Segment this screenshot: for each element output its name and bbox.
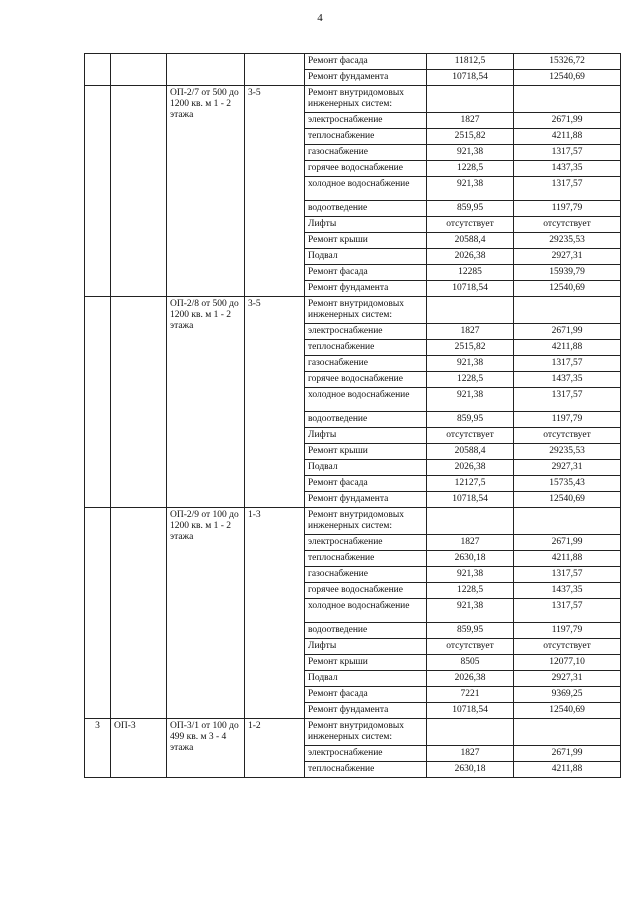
value-max-cell: 29235,53 (514, 444, 621, 460)
work-type-cell: Ремонт фундамента (305, 703, 427, 719)
value-max-cell: 4211,88 (514, 762, 621, 778)
value-max-cell: 1317,57 (514, 388, 621, 412)
value-min-cell (427, 719, 514, 746)
value-max-cell: 15326,72 (514, 54, 621, 70)
work-type-cell: водоотведение (305, 412, 427, 428)
work-type-cell: водоотведение (305, 623, 427, 639)
work-type-cell: Подвал (305, 249, 427, 265)
object-category-cell: ОП-2/8 от 500 до 1200 кв. м 1 - 2 этажа (167, 297, 245, 508)
work-type-cell: Подвал (305, 671, 427, 687)
zone-cell: 3-5 (245, 297, 305, 508)
row-number-cell (85, 508, 111, 719)
work-type-cell: Лифты (305, 428, 427, 444)
value-min-cell: 859,95 (427, 201, 514, 217)
value-min-cell: 2026,38 (427, 460, 514, 476)
value-min-cell: 8505 (427, 655, 514, 671)
work-type-cell: Ремонт фундамента (305, 70, 427, 86)
value-max-cell: 1317,57 (514, 356, 621, 372)
value-max-cell: 1437,35 (514, 161, 621, 177)
value-max-cell: 9369,25 (514, 687, 621, 703)
work-type-cell: газоснабжение (305, 145, 427, 161)
value-max-cell: 12540,69 (514, 281, 621, 297)
table-row (85, 86, 621, 113)
work-type-cell: холодное водоснабжение (305, 599, 427, 623)
value-max-cell: 12540,69 (514, 492, 621, 508)
work-type-cell: горячее водоснабжение (305, 583, 427, 599)
work-type-cell: Ремонт крыши (305, 233, 427, 249)
row-number-cell (85, 54, 111, 86)
cost-table (84, 53, 621, 778)
value-min-cell: 10718,54 (427, 703, 514, 719)
work-type-cell: Ремонт фасада (305, 687, 427, 703)
value-min-cell: 921,38 (427, 145, 514, 161)
value-min-cell: 2026,38 (427, 249, 514, 265)
value-min-cell: 859,95 (427, 412, 514, 428)
work-type-cell: электроснабжение (305, 746, 427, 762)
value-max-cell: 1437,35 (514, 372, 621, 388)
work-type-cell: горячее водоснабжение (305, 161, 427, 177)
work-type-cell: Ремонт крыши (305, 655, 427, 671)
value-max-cell: 1317,57 (514, 145, 621, 161)
value-min-cell: отсутствует (427, 217, 514, 233)
value-min-cell: 2630,18 (427, 762, 514, 778)
value-min-cell: 10718,54 (427, 281, 514, 297)
value-min-cell (427, 297, 514, 324)
value-max-cell: 15735,43 (514, 476, 621, 492)
work-type-cell: газоснабжение (305, 567, 427, 583)
value-min-cell: 12285 (427, 265, 514, 281)
work-type-cell: теплоснабжение (305, 551, 427, 567)
value-max-cell: 2927,31 (514, 249, 621, 265)
value-max-cell: 2927,31 (514, 671, 621, 687)
work-type-cell: Ремонт фасада (305, 265, 427, 281)
work-type-cell: холодное водоснабжение (305, 177, 427, 201)
work-type-cell: Ремонт фасада (305, 54, 427, 70)
object-category-cell: ОП-2/9 от 100 до 1200 кв. м 1 - 2 этажа (167, 508, 245, 719)
table-row (85, 508, 621, 535)
row-number-cell (85, 297, 111, 508)
value-min-cell: 1228,5 (427, 161, 514, 177)
table-row (85, 297, 621, 324)
value-min-cell: 11812,5 (427, 54, 514, 70)
value-min-cell: 1827 (427, 324, 514, 340)
value-min-cell: 2630,18 (427, 551, 514, 567)
row-number-cell (85, 86, 111, 297)
work-type-cell: теплоснабжение (305, 340, 427, 356)
value-max-cell (514, 719, 621, 746)
work-type-cell: горячее водоснабжение (305, 372, 427, 388)
object-category-cell: ОП-2/7 от 500 до 1200 кв. м 1 - 2 этажа (167, 86, 245, 297)
object-category-cell (167, 54, 245, 86)
work-type-cell: электроснабжение (305, 535, 427, 551)
work-type-cell: Лифты (305, 217, 427, 233)
work-type-cell: Ремонт крыши (305, 444, 427, 460)
zone-cell: 1-2 (245, 719, 305, 778)
value-min-cell: 2026,38 (427, 671, 514, 687)
value-max-cell: 1437,35 (514, 583, 621, 599)
value-max-cell: отсутствует (514, 639, 621, 655)
work-type-cell: водоотведение (305, 201, 427, 217)
zone-cell (245, 54, 305, 86)
value-max-cell: 15939,79 (514, 265, 621, 281)
value-min-cell: 921,38 (427, 567, 514, 583)
value-min-cell: 10718,54 (427, 492, 514, 508)
work-type-cell: теплоснабжение (305, 762, 427, 778)
work-type-cell: Ремонт внутридомовых инженерных систем: (305, 508, 427, 535)
work-type-cell: электроснабжение (305, 113, 427, 129)
group-code-cell (111, 86, 167, 297)
table-row (85, 54, 621, 70)
work-type-cell: Подвал (305, 460, 427, 476)
value-min-cell: 2515,82 (427, 340, 514, 356)
value-min-cell: 12127,5 (427, 476, 514, 492)
group-code-cell: ОП-3 (111, 719, 167, 778)
value-max-cell: 1197,79 (514, 623, 621, 639)
value-max-cell: 2671,99 (514, 535, 621, 551)
value-max-cell (514, 86, 621, 113)
work-type-cell: Ремонт внутридомовых инженерных систем: (305, 86, 427, 113)
value-max-cell: 2671,99 (514, 113, 621, 129)
value-min-cell: отсутствует (427, 428, 514, 444)
value-max-cell: 4211,88 (514, 129, 621, 145)
value-max-cell: отсутствует (514, 217, 621, 233)
value-max-cell: 1317,57 (514, 177, 621, 201)
value-max-cell: 1197,79 (514, 201, 621, 217)
work-type-cell: Ремонт внутридомовых инженерных систем: (305, 719, 427, 746)
value-min-cell: отсутствует (427, 639, 514, 655)
value-min-cell: 921,38 (427, 599, 514, 623)
object-category-cell: ОП-3/1 от 100 до 499 кв. м 3 - 4 этажа (167, 719, 245, 778)
value-max-cell: 12540,69 (514, 703, 621, 719)
work-type-cell: Ремонт внутридомовых инженерных систем: (305, 297, 427, 324)
value-max-cell: 2927,31 (514, 460, 621, 476)
value-max-cell: 1317,57 (514, 599, 621, 623)
value-max-cell: 1317,57 (514, 567, 621, 583)
value-max-cell: 1197,79 (514, 412, 621, 428)
page-number: 4 (317, 12, 323, 24)
zone-cell: 3-5 (245, 86, 305, 297)
work-type-cell: Ремонт фундамента (305, 492, 427, 508)
value-max-cell: 4211,88 (514, 340, 621, 356)
value-min-cell: 1827 (427, 113, 514, 129)
value-min-cell: 1827 (427, 746, 514, 762)
work-type-cell: холодное водоснабжение (305, 388, 427, 412)
value-min-cell: 1228,5 (427, 372, 514, 388)
value-min-cell: 921,38 (427, 356, 514, 372)
value-max-cell: 2671,99 (514, 746, 621, 762)
value-max-cell: 4211,88 (514, 551, 621, 567)
value-min-cell: 921,38 (427, 388, 514, 412)
value-min-cell: 859,95 (427, 623, 514, 639)
work-type-cell: теплоснабжение (305, 129, 427, 145)
group-code-cell (111, 508, 167, 719)
value-max-cell (514, 508, 621, 535)
value-min-cell: 20588,4 (427, 444, 514, 460)
value-max-cell: 29235,53 (514, 233, 621, 249)
value-min-cell: 10718,54 (427, 70, 514, 86)
group-code-cell (111, 54, 167, 86)
value-max-cell (514, 297, 621, 324)
value-max-cell: 12077,10 (514, 655, 621, 671)
work-type-cell: газоснабжение (305, 356, 427, 372)
work-type-cell: Ремонт фундамента (305, 281, 427, 297)
zone-cell: 1-3 (245, 508, 305, 719)
value-min-cell (427, 86, 514, 113)
value-max-cell: 2671,99 (514, 324, 621, 340)
value-max-cell: 12540,69 (514, 70, 621, 86)
value-min-cell: 921,38 (427, 177, 514, 201)
value-min-cell (427, 508, 514, 535)
work-type-cell: электроснабжение (305, 324, 427, 340)
value-min-cell: 20588,4 (427, 233, 514, 249)
value-max-cell: отсутствует (514, 428, 621, 444)
work-type-cell: Ремонт фасада (305, 476, 427, 492)
row-number-cell: 3 (85, 719, 111, 778)
value-min-cell: 7221 (427, 687, 514, 703)
group-code-cell (111, 297, 167, 508)
table-row (85, 719, 621, 746)
value-min-cell: 1228,5 (427, 583, 514, 599)
work-type-cell: Лифты (305, 639, 427, 655)
value-min-cell: 1827 (427, 535, 514, 551)
value-min-cell: 2515,82 (427, 129, 514, 145)
